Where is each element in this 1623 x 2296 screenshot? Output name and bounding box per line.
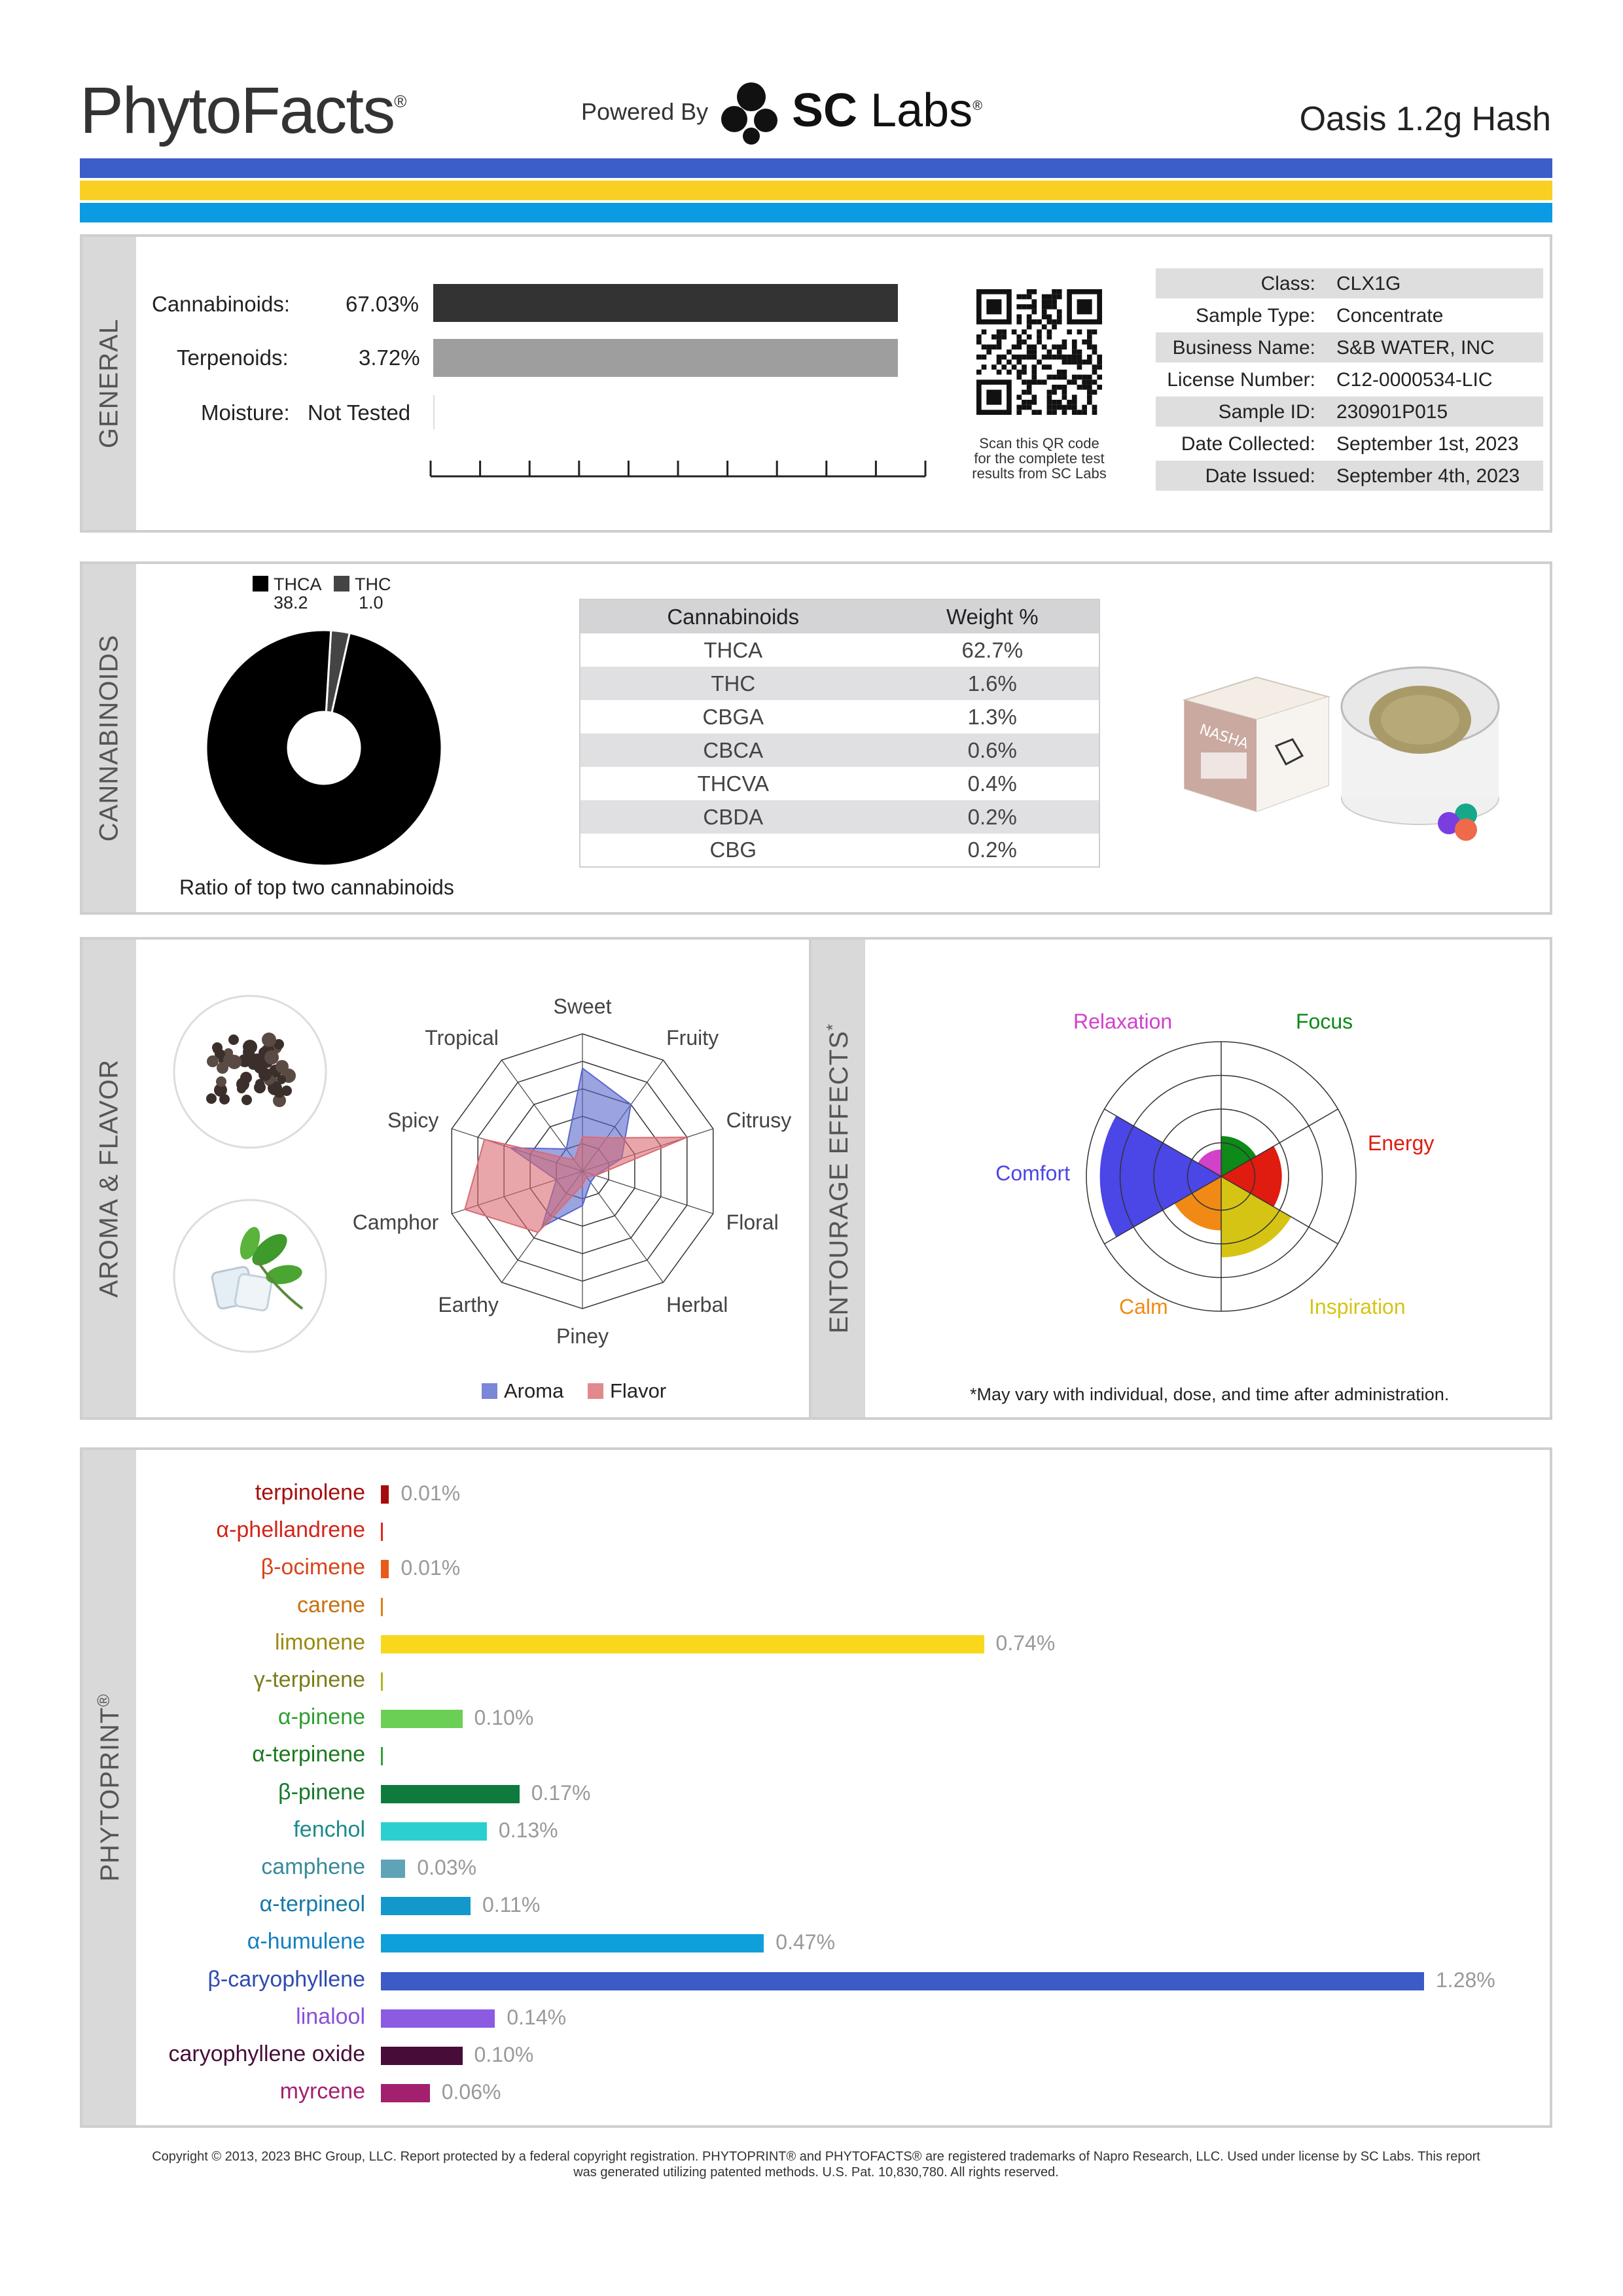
terpene-bar: [381, 1560, 389, 1578]
entourage-effects-polar-chart: [955, 1001, 1479, 1322]
footer-line: Copyright © 2013, 2023 BHC Group, LLC. Report protected by a federal copyright registration. PHYTOPRINT® and PHYTOFACTS® are registered trademarks of Napro Research, LLC. Used under license by SC Labs. This report: [152, 2149, 1480, 2164]
qr-caption: [942, 436, 1136, 481]
legend-thc-name: THC: [355, 574, 391, 594]
info-row-date-collected: [1156, 429, 1543, 459]
table-row: [580, 834, 1099, 867]
entourage-title-mark: *: [822, 1023, 842, 1031]
phytoprint-title-text: PHYTOPRINT: [96, 1706, 125, 1882]
polar-category-label: Comfort: [995, 1161, 1070, 1185]
terpene-bar: [381, 1710, 463, 1728]
logo-mark: ®: [394, 92, 406, 111]
terpenoids-label: Terpenoids:: [177, 345, 289, 370]
phytofacts-logo: [80, 73, 405, 149]
radar-category-label: Tropical: [425, 1026, 499, 1050]
info-row-class: [1156, 268, 1543, 298]
terpene-name: α-humulene: [247, 1929, 365, 1954]
info-value: September 1st, 2023: [1336, 433, 1519, 455]
info-key: License Number:: [1167, 369, 1315, 391]
polar-category-label: Energy: [1368, 1131, 1435, 1155]
info-key: Class:: [1260, 273, 1315, 294]
entourage-sidebar: [812, 940, 865, 1417]
aroma-sidebar: [82, 940, 136, 1417]
entourage-title: [823, 1023, 854, 1333]
legend-swatch-thca: [253, 576, 268, 592]
table-cell: CBG: [709, 838, 757, 862]
table-cell: THCA: [704, 637, 763, 662]
moisture-label: Moisture:: [201, 400, 290, 425]
terpene-value-label: 0.13%: [498, 1818, 558, 1842]
terpene-value-label: 0.17%: [531, 1780, 591, 1805]
table-header-cannabinoids: Cannabinoids: [580, 599, 886, 633]
info-row-sample-type: [1156, 300, 1543, 330]
aroma-title: AROMA & FLAVOR: [94, 1059, 124, 1298]
info-value: S&B WATER, INC: [1336, 337, 1495, 359]
table-row: [580, 767, 1099, 800]
terpene-bar: [381, 1523, 383, 1541]
qr-caption-line: Scan this QR code: [979, 435, 1099, 451]
radar-category-label: Citrusy: [726, 1108, 792, 1133]
terpene-value-label: 1.28%: [1436, 1968, 1495, 1992]
terpene-value-label: 0.03%: [417, 1856, 477, 1879]
terpene-name: fenchol: [293, 1816, 365, 1842]
cannabinoids-table: [579, 599, 1100, 868]
radar-category-label: Floral: [726, 1210, 779, 1234]
terpene-value-label: 0.10%: [474, 1706, 534, 1730]
table-row: [580, 633, 1099, 667]
qr-caption-line: results from SC Labs: [972, 465, 1107, 482]
aroma-flavor-radar-chart: [327, 981, 798, 1354]
terpenoids-value: 3.72%: [359, 345, 420, 370]
legend-aroma-label: Aroma: [504, 1379, 564, 1402]
phytoprint-sidebar: [82, 1450, 136, 2125]
cannabinoids-sidebar: [82, 564, 136, 912]
table-header-weight: Weight %: [886, 599, 1099, 633]
radar-category-label: Fruity: [666, 1026, 719, 1050]
ratio-caption: Ratio of top two cannabinoids: [179, 875, 454, 899]
table-cell: THCVA: [697, 771, 769, 796]
terpene-name: caryophyllene oxide: [168, 2041, 365, 2066]
terpene-bar: [381, 1635, 984, 1653]
table-cell: 62.7%: [961, 637, 1024, 662]
cannabinoids-value: 67.03%: [346, 292, 419, 316]
info-value: September 4th, 2023: [1336, 465, 1520, 487]
radar-category-label: Herbal: [666, 1292, 728, 1316]
terpene-name: γ-terpinene: [253, 1667, 365, 1692]
general-title: GENERAL: [94, 318, 124, 449]
info-key: Date Collected:: [1181, 433, 1315, 455]
terpene-value-label: 0.01%: [401, 1556, 461, 1580]
lab-name-bold: SC: [792, 84, 858, 137]
terpene-bar: [381, 2009, 495, 2028]
terpene-name: carene: [297, 1592, 365, 1617]
info-row-date-issued: [1156, 461, 1543, 491]
qr-caption-line: for the complete test: [974, 450, 1105, 467]
lab-name-light: Labs: [870, 84, 973, 137]
terpene-value-label: 0.01%: [401, 1481, 461, 1505]
polar-category-label: Inspiration: [1309, 1295, 1406, 1318]
table-cell: THC: [580, 667, 886, 700]
terpene-bar: [381, 1897, 471, 1915]
moisture-value: Not Tested: [308, 400, 411, 425]
terpene-bar: [381, 2047, 463, 2065]
terpene-name: α-terpineol: [259, 1892, 365, 1917]
table-row: [580, 700, 1099, 733]
terpene-value-label: 0.11%: [482, 1893, 541, 1917]
info-key: Date Issued:: [1205, 465, 1315, 487]
cannabinoids-title: CANNABINOIDS: [94, 634, 124, 842]
terpene-name: camphene: [261, 1854, 365, 1879]
phytoprint-title: [94, 1693, 125, 1881]
table-header-row: [580, 599, 1099, 633]
table-row: [580, 733, 1099, 767]
stripe-yellow: [80, 181, 1552, 200]
polar-category-label: Relaxation: [1073, 1010, 1173, 1033]
terpene-value-label: 0.06%: [441, 2080, 501, 2104]
table-cell: 1.3%: [967, 704, 1017, 729]
entourage-disclaimer: *May vary with individual, dose, and time after administration.: [970, 1385, 1450, 1404]
polar-category-label: Focus: [1296, 1010, 1353, 1033]
terpene-bar: [381, 1747, 383, 1765]
terpene-bar: [381, 1598, 383, 1616]
info-value: C12-0000534-LIC: [1336, 369, 1493, 391]
terpene-bar: [381, 1934, 764, 1952]
legend-swatch-flavor: [588, 1383, 603, 1399]
general-sidebar: [82, 237, 136, 530]
table-cell: 1.6%: [886, 667, 1099, 700]
terpene-value-label: 0.10%: [474, 2043, 534, 2066]
peppercorn-image: [171, 993, 329, 1150]
radar-category-label: Earthy: [438, 1292, 499, 1316]
info-value: 230901P015: [1336, 401, 1448, 423]
cannabinoids-bar: [433, 284, 898, 322]
terpene-bar: [381, 1860, 405, 1878]
terpene-value-label: 0.14%: [507, 2005, 567, 2029]
entourage-title-text: ENTOURAGE EFFECTS: [825, 1031, 854, 1334]
phytoprint-title-mark: ®: [93, 1693, 113, 1707]
terpene-name: myrcene: [279, 2079, 365, 2104]
sc-labs-wordmark: [792, 84, 982, 137]
table-cell: 0.6%: [886, 733, 1099, 767]
sc-labs-logo-icon: [720, 80, 783, 145]
table-cell: 0.2%: [886, 800, 1099, 834]
terpene-value-label: 0.47%: [776, 1930, 836, 1954]
terpene-name: α-phellandrene: [216, 1517, 365, 1543]
legend-swatch-aroma: [482, 1383, 497, 1399]
qr-code-icon[interactable]: [976, 289, 1102, 415]
terpene-name: β-pinene: [278, 1779, 365, 1805]
legend-thc-value: 1.0: [359, 593, 383, 612]
info-key: Sample Type:: [1196, 305, 1315, 327]
product-name: Oasis 1.2g Hash: [1299, 100, 1551, 138]
cannabinoids-label: Cannabinoids:: [152, 292, 290, 316]
table-cell: CBCA: [580, 733, 886, 767]
table-cell: 0.4%: [967, 771, 1017, 796]
product-jar-image: [1178, 648, 1505, 844]
terpene-name: β-caryophyllene: [207, 1966, 365, 1992]
polar-category-label: Calm: [1119, 1295, 1168, 1318]
footer-line: was generated utilizing patented methods. U.S. Pat. 10,830,780. All rights reserved.: [573, 2165, 1059, 2180]
info-row-license-number: [1156, 364, 1543, 395]
terpenoids-bar: [433, 339, 898, 377]
donut-slice-thca: [206, 630, 442, 866]
terpene-name: α-terpinene: [252, 1742, 365, 1767]
table-cell: CBGA: [702, 704, 764, 729]
info-row-sample-id: [1156, 397, 1543, 427]
cannabinoid-ratio-donut-chart: [203, 627, 445, 869]
radar-category-label: Sweet: [553, 995, 612, 1018]
copyright-footer: [80, 2149, 1552, 2180]
legend-thca-name: THCA: [274, 574, 322, 594]
general-scale-axis: [429, 457, 927, 480]
info-value: CLX1G: [1336, 273, 1401, 294]
radar-spoke: [582, 1171, 713, 1214]
radar-category-label: Piney: [556, 1324, 609, 1348]
radar-category-label: Spicy: [387, 1108, 439, 1133]
terpene-name: limonene: [275, 1629, 365, 1655]
terpene-bar: [381, 1972, 1424, 1990]
terpene-name: linalool: [296, 2004, 365, 2029]
info-value: Concentrate: [1336, 305, 1444, 327]
mint-ice-image: [171, 1197, 329, 1354]
terpene-bar: [381, 1485, 389, 1504]
terpene-bar: [381, 1785, 520, 1803]
logo-text: PhytoFacts: [80, 74, 395, 147]
table-cell: CBDA: [580, 800, 886, 834]
info-key: Business Name:: [1172, 337, 1315, 359]
terpene-bar: [381, 2084, 430, 2102]
terpene-name: α-pinene: [277, 1704, 365, 1730]
table-cell: 0.2%: [967, 838, 1017, 862]
info-key: Sample ID:: [1218, 401, 1315, 423]
moisture-bar: [433, 395, 435, 429]
legend-thca-value: 38.2: [274, 593, 308, 612]
info-row-business-name: [1156, 332, 1543, 362]
table-row: [580, 800, 1099, 834]
legend-swatch-thc: [334, 576, 349, 592]
table-row: [580, 667, 1099, 700]
terpene-value-label: 0.74%: [995, 1631, 1056, 1655]
radar-spoke: [582, 1171, 663, 1282]
terpene-name: terpinolene: [255, 1480, 365, 1505]
stripe-cyan: [80, 203, 1552, 222]
stripe-blue: [80, 158, 1552, 178]
powered-by-label: Powered By: [581, 98, 709, 125]
radar-category-label: Camphor: [352, 1210, 439, 1234]
product-brand-label: NASHA: [1197, 721, 1251, 753]
legend-flavor-label: Flavor: [610, 1379, 667, 1402]
terpene-bar: [381, 1672, 383, 1691]
lab-mark: ®: [972, 99, 982, 113]
terpene-name: β-ocimene: [260, 1555, 365, 1580]
terpene-bar: [381, 1822, 487, 1841]
